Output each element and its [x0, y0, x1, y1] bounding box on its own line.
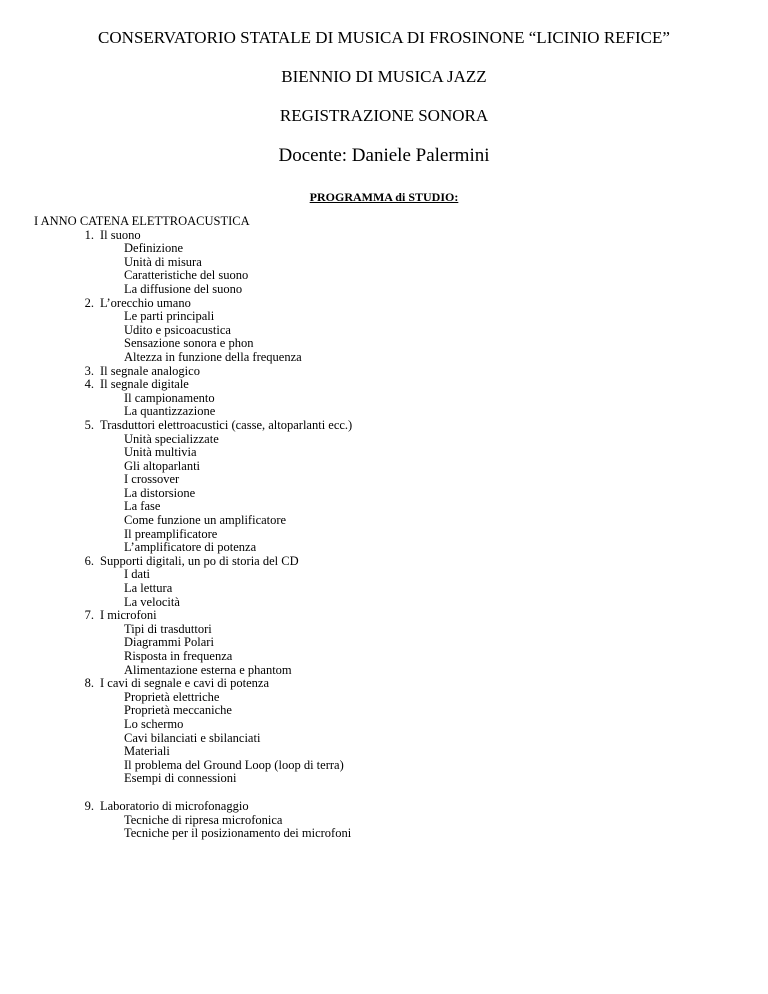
- section-number: 7.: [84, 608, 94, 623]
- list-item: Le parti principali: [124, 309, 215, 324]
- list-item: La fase: [124, 499, 161, 514]
- list-item: I crossover: [124, 472, 180, 487]
- section-number: 9.: [84, 798, 94, 813]
- list-item: Lo schermo: [124, 716, 184, 731]
- list-item: Diagrammi Polari: [124, 635, 214, 650]
- list-item: Sensazione sonora e phon: [124, 336, 254, 351]
- list-item: Alimentazione esterna e phantom: [124, 662, 292, 677]
- section-title: [34, 609, 734, 623]
- list-item: La distorsione: [124, 485, 196, 500]
- program-section: [34, 555, 734, 609]
- teacher-name: Docente: Daniele Palermini: [278, 145, 490, 166]
- section-number: 1.: [84, 227, 94, 242]
- section-title-text: Il segnale analogico: [100, 363, 200, 378]
- section-number: 2.: [84, 295, 94, 310]
- section-title: [34, 378, 734, 392]
- list-item: Risposta in frequenza: [124, 649, 233, 663]
- list-item: Gli altoparlanti: [124, 458, 201, 473]
- list-item: Altezza in funzione della frequenza: [124, 349, 302, 364]
- section-title-text: Il segnale digitale: [100, 377, 189, 392]
- list-item: La velocità: [124, 594, 180, 609]
- list-item: Cavi bilanciati e sbilanciati: [124, 730, 261, 745]
- list-item: Il problema del Ground Loop (loop di terra): [124, 757, 344, 772]
- section-title-text: Il suono: [100, 227, 141, 242]
- program-section: [34, 419, 734, 555]
- list-item: La lettura: [124, 581, 173, 596]
- list-item: Il campionamento: [124, 390, 215, 405]
- list-item: Unità multivia: [124, 445, 197, 460]
- list-item: Udito e psicoacustica: [124, 322, 231, 337]
- course-title: BIENNIO DI MUSICA JAZZ: [281, 67, 487, 86]
- program-outline: [34, 215, 734, 841]
- section-number: 4.: [84, 377, 94, 392]
- list-item: Il preamplificatore: [124, 526, 218, 541]
- list-item: Tipi di trasduttori: [124, 621, 212, 636]
- list-item: Come funzione un amplificatore: [124, 513, 287, 528]
- list-item: Unità specializzate: [124, 431, 219, 446]
- program-section: [34, 378, 734, 419]
- list-item: Tecniche per il posizionamento dei microfoni: [124, 826, 352, 841]
- section-title-text: L’orecchio umano: [100, 295, 191, 310]
- section-title: [34, 297, 734, 311]
- section-number: 3.: [84, 363, 94, 378]
- section-title-text: Trasduttori elettroacustici (casse, altoparlanti ecc.): [100, 417, 353, 432]
- list-item: L’amplificatore di potenza: [124, 540, 257, 555]
- section-title-text: Supporti digitali, un po di storia del CD: [100, 553, 299, 568]
- section-number: 8.: [84, 676, 94, 691]
- list-item: Definizione: [124, 241, 184, 256]
- list-item: Proprietà meccaniche: [124, 703, 232, 718]
- program-section: [34, 609, 734, 677]
- section-title: [34, 419, 734, 433]
- program-section: [34, 297, 734, 365]
- list-item: La quantizzazione: [124, 404, 216, 419]
- section-title: [34, 800, 734, 814]
- section-title: [34, 229, 734, 243]
- year-title: I ANNO CATENA ELETTROACUSTICA: [34, 214, 250, 228]
- institution-title: CONSERVATORIO STATALE DI MUSICA DI FROSINONE “LICINIO REFICE”: [98, 28, 670, 47]
- list-item: Caratteristiche del suono: [124, 268, 249, 283]
- list-item: La diffusione del suono: [124, 281, 243, 296]
- list-item: Unità di misura: [124, 254, 202, 269]
- program-section: [34, 677, 734, 786]
- list-item: Materiali: [124, 744, 170, 759]
- section-title-text: I cavi di segnale e cavi di potenza: [100, 676, 270, 691]
- program-section: [34, 800, 734, 841]
- section-number: 5.: [84, 417, 94, 432]
- program-section: [34, 365, 734, 379]
- list-item: I dati: [124, 567, 151, 582]
- list-item: Proprietà elettriche: [124, 689, 220, 704]
- program-heading: PROGRAMMA di STUDIO:: [309, 190, 459, 204]
- program-section: [34, 229, 734, 297]
- section-number: 6.: [84, 553, 94, 568]
- subject-title: REGISTRAZIONE SONORA: [279, 106, 489, 125]
- section-title-text: Laboratorio di microfonaggio: [100, 798, 249, 813]
- section-title-text: I microfoni: [100, 608, 157, 623]
- list-item: Tecniche di ripresa microfonica: [124, 812, 283, 827]
- section-title: [34, 555, 734, 569]
- section-title: [34, 365, 734, 379]
- list-item: Esempi di connessioni: [124, 771, 237, 786]
- section-title: [34, 677, 734, 691]
